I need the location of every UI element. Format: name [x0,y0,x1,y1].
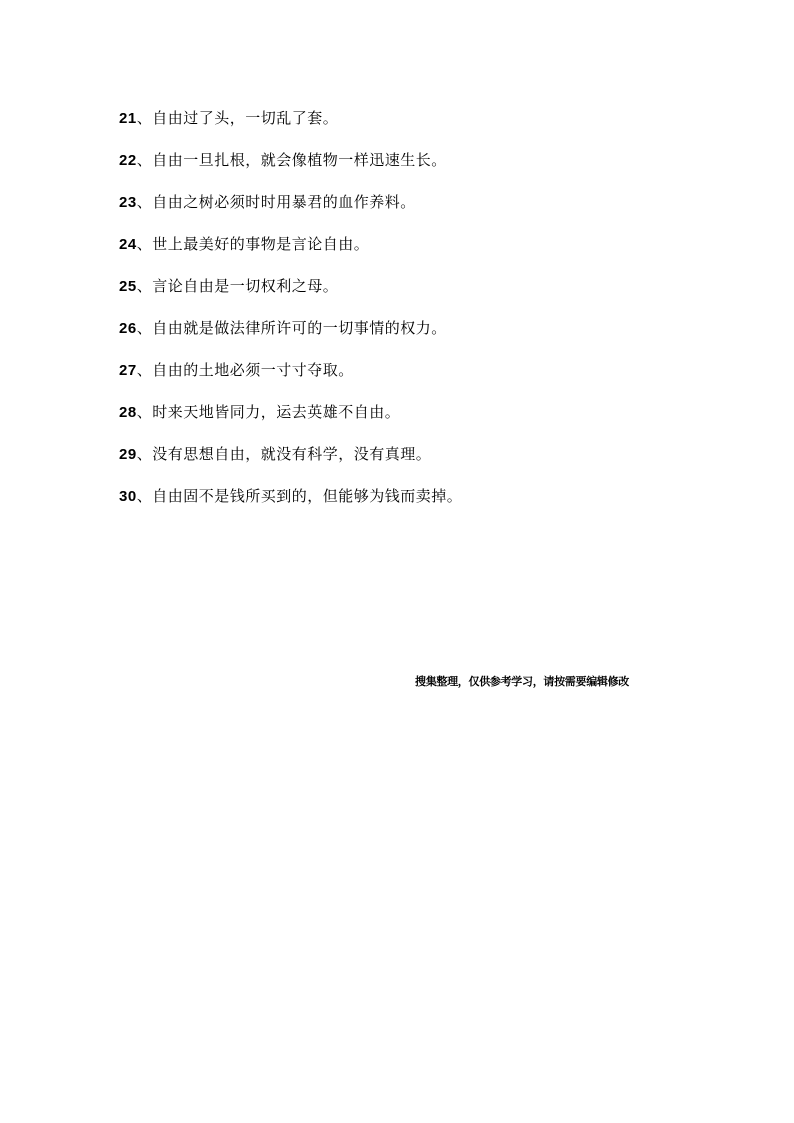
quote-separator: 、 [136,319,153,337]
quote-text: 时来天地皆同力，运去英雄不自由。 [152,403,401,421]
footer-note: 搜集整理，仅供参考学习，请按需要编辑修改 [415,675,629,688]
quote-text: 自由之树必须时时用暴君的血作养料。 [152,193,416,211]
quote-text: 没有思想自由，就没有科学，没有真理。 [152,445,432,463]
quote-number: 25 [119,278,137,295]
quote-text: 自由就是做法律所许可的一切事情的权力。 [152,319,447,337]
quote-separator: 、 [136,235,153,253]
quote-item [119,273,719,315]
quote-separator: 、 [136,403,153,421]
quote-separator: 、 [136,487,153,505]
quote-item [119,147,719,189]
quote-item [119,189,719,231]
quote-number: 29 [119,446,137,463]
quote-number: 28 [119,404,137,421]
quote-separator: 、 [136,445,153,463]
quote-item [119,441,719,483]
quote-separator: 、 [136,361,153,379]
quote-list [119,105,719,525]
quote-text: 世上最美好的事物是言论自由。 [152,235,370,253]
quote-number: 23 [119,194,137,211]
quote-number: 27 [119,362,137,379]
quote-item [119,399,719,441]
quote-text: 自由过了头，一切乱了套。 [152,109,339,127]
quote-number: 26 [119,320,137,337]
quote-number: 22 [119,152,137,169]
quote-number: 24 [119,236,137,253]
quote-number: 21 [119,110,137,127]
quote-separator: 、 [136,193,153,211]
quote-item [119,357,719,399]
quote-separator: 、 [136,277,153,295]
quote-item [119,231,719,273]
quote-text: 自由一旦扎根，就会像植物一样迅速生长。 [152,151,447,169]
quote-text: 自由固不是钱所买到的，但能够为钱而卖掉。 [152,487,463,505]
quote-item [119,315,719,357]
quote-separator: 、 [136,109,153,127]
quote-number: 30 [119,488,137,505]
quote-text: 自由的土地必须一寸寸夺取。 [152,361,354,379]
quote-item [119,483,719,525]
quote-item [119,105,719,147]
quote-separator: 、 [136,151,153,169]
quote-text: 言论自由是一切权利之母。 [152,277,339,295]
